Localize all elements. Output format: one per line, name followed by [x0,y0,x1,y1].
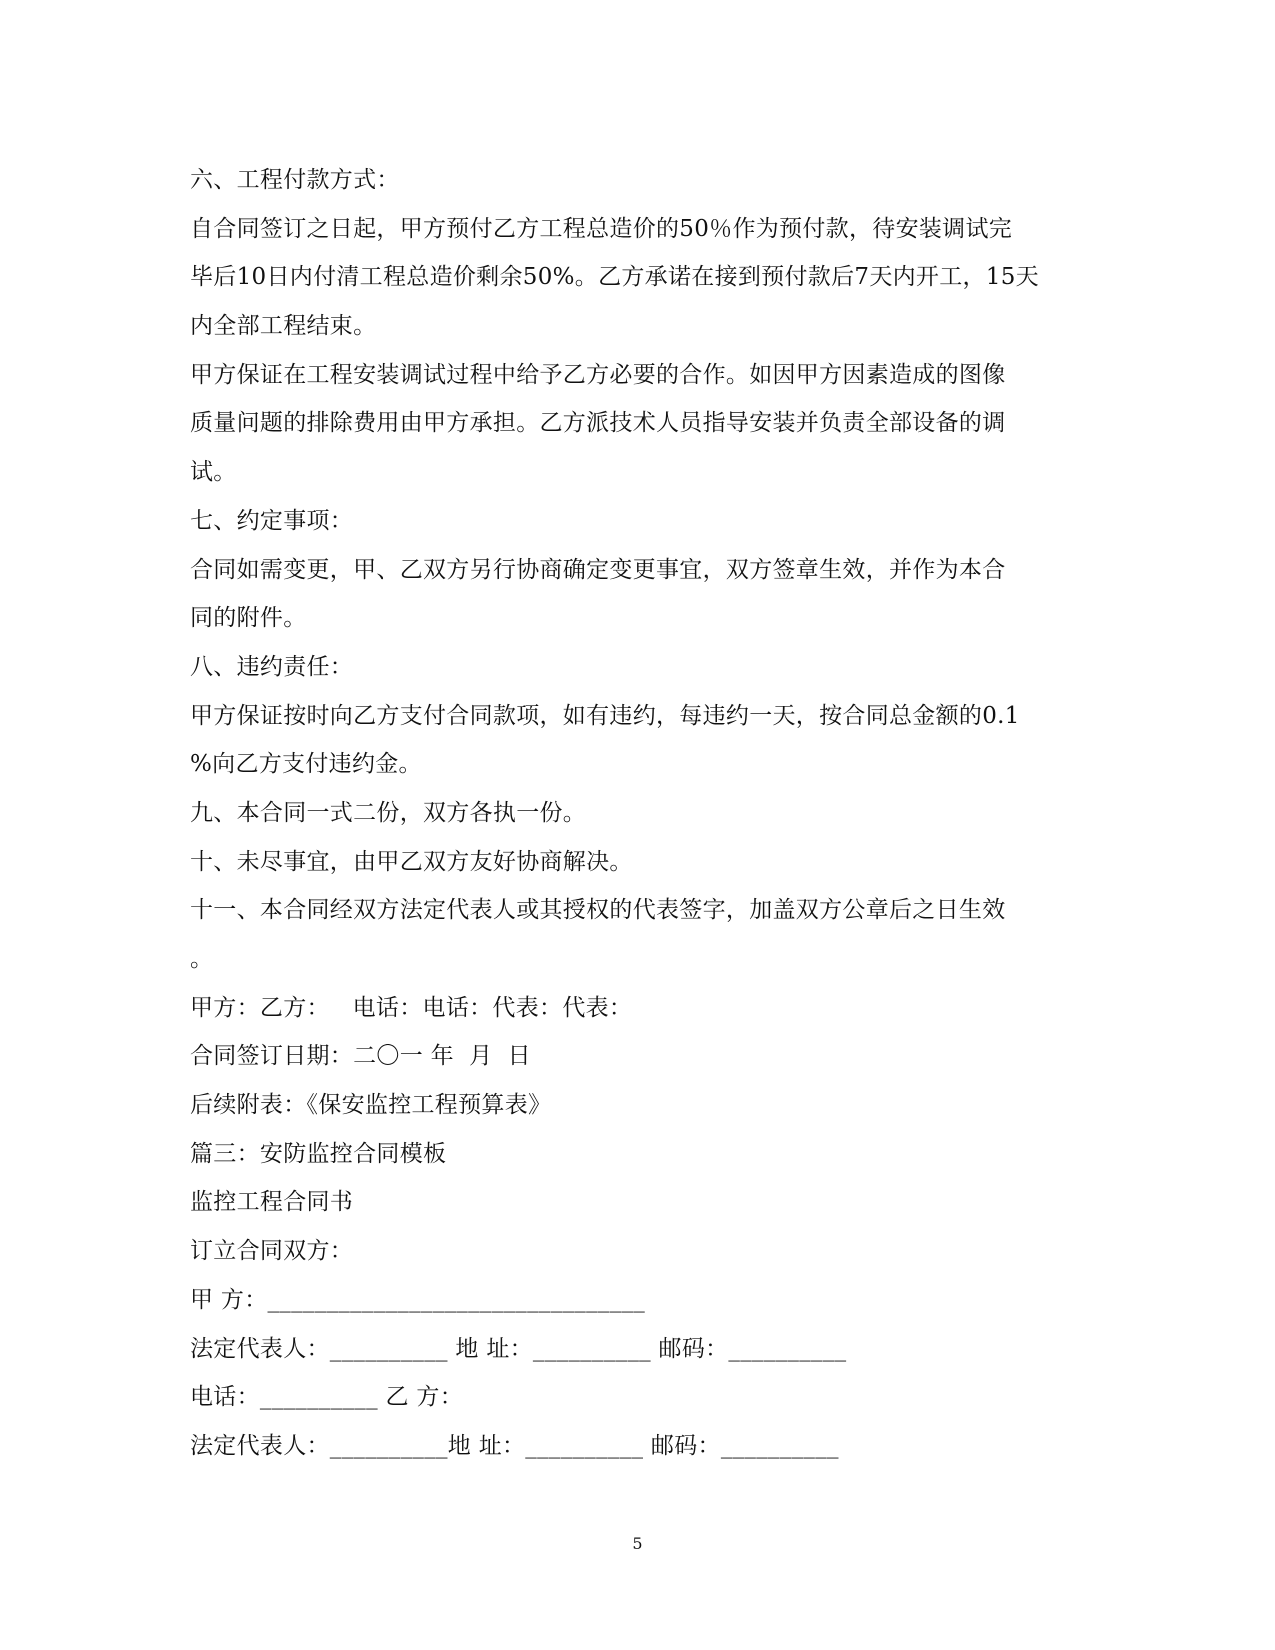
signing-date: 合同签订日期：二〇一 年 月 日 [190,1043,531,1070]
section-heading-payment: 六、工程付款方式： [190,167,400,193]
text-line: 同的附件。 [190,605,307,632]
party-a-details: 法定代表人：__________ 地 址：__________ 邮码：__________ [190,1335,847,1362]
page-number: 5 [632,1534,643,1553]
signature-parties: 甲方：乙方： 电话：电话：代表：代表： [190,994,633,1021]
clause-copies: 九、本合同一式二份，双方各执一份。 [190,799,587,826]
party-a-field: 甲 方：________________________________ [190,1286,646,1313]
text-line: 毕后10日内付清工程总造价剩余50%。乙方承诺在接到预付款后7天内开工，15天 [190,264,1039,291]
text-line: 质量问题的排除费用由甲方承担。乙方派技术人员指导安装并负责全部设备的调 [190,410,1006,437]
text-line: 自合同签订之日起，甲方预付乙方工程总造价的50％作为预付款，待安装调试完 [190,215,1013,242]
text-line: %向乙方支付违约金。 [190,751,422,778]
clause-effective: 十一、本合同经双方法定代表人或其授权的代表签字，加盖双方公章后之日生效 [190,897,1006,924]
text-line: 。 [190,946,214,972]
document-body [190,156,1070,1471]
clause-unresolved-matters: 十、未尽事宜，由甲乙双方友好协商解决。 [190,848,633,875]
text-line: 甲方保证按时向乙方支付合同款项，如有违约，每违约一天，按合同总金额的0.1 [190,702,1020,729]
contract-title: 监控工程合同书 [190,1189,354,1216]
parties-heading: 订立合同双方： [190,1238,354,1265]
text-line: 甲方保证在工程安装调试过程中给予乙方必要的合作。如因甲方因素造成的图像 [190,361,1006,388]
text-line: 内全部工程结束。 [190,313,377,340]
section-heading-agreements: 七、约定事项： [190,507,354,534]
text-line: 合同如需变更，甲、乙双方另行协商确定变更事宜，双方签章生效，并作为本合 [190,556,1006,583]
party-b-field: 电话：__________ 乙 方： [190,1384,464,1411]
party-b-details: 法定代表人：__________地 址：__________ 邮码：__________ [190,1432,839,1459]
text-line: 试。 [190,459,237,486]
section-heading-liability: 八、违约责任： [190,653,354,680]
attachment-note: 后续附表：《保安监控工程预算表》 [190,1092,552,1119]
chapter-heading: 篇三：安防监控合同模板 [190,1140,447,1167]
